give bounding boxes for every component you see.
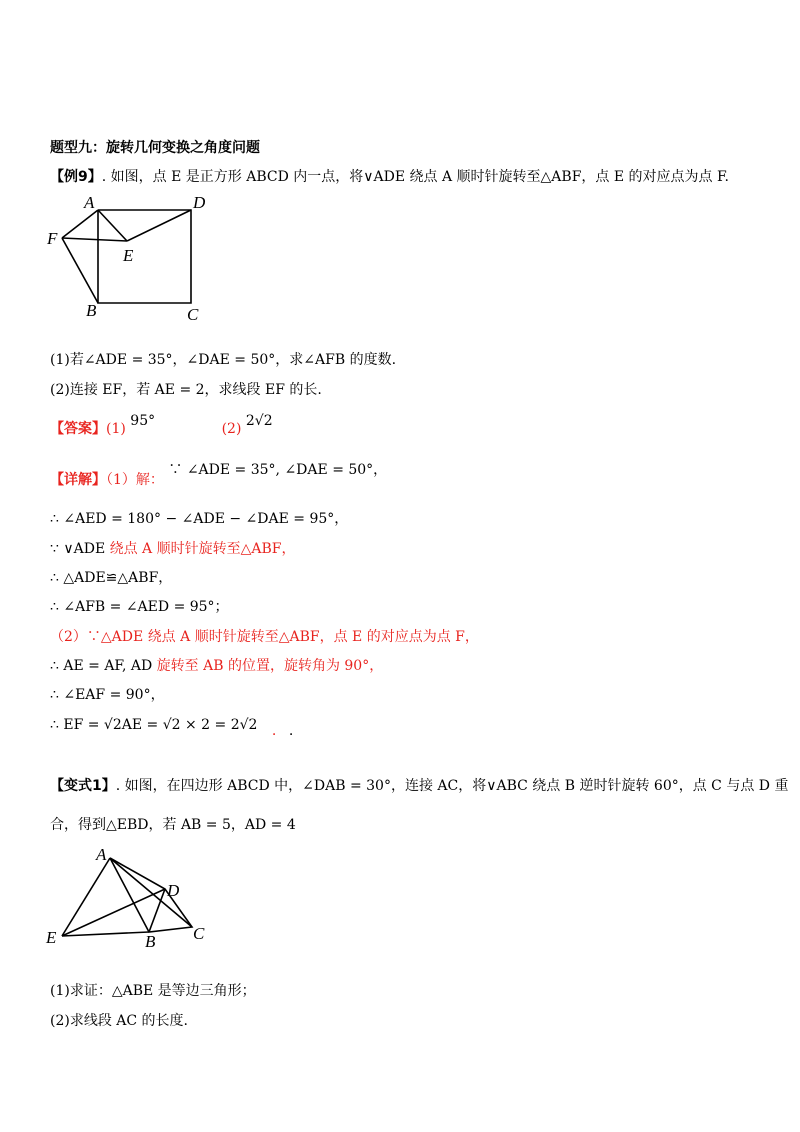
variant1-statement-line2: 合，得到△EBD，若 AB = 5，AD = 4 <box>50 817 296 833</box>
example9-q2: (2)连接 EF，若 AE = 2，求线段 EF 的长. <box>50 382 322 398</box>
label-d: D <box>193 193 206 212</box>
solution-line9-dot2: . <box>288 723 294 739</box>
solution-line6 <box>50 628 479 646</box>
solution-line8: ∴ ∠EAF = 90°， <box>50 687 165 703</box>
variant1-statement-line1 <box>50 777 788 795</box>
label-b: B <box>86 301 97 320</box>
solution-line3 <box>50 540 296 558</box>
solution-line3-text: 绕点 A 顺时针旋转至△ABF， <box>109 541 296 557</box>
answer-line <box>50 413 273 438</box>
segment-ac <box>110 858 192 927</box>
example9-tag: 【例9】 <box>50 169 102 185</box>
segment-af <box>62 210 98 238</box>
answer-tag: 【答案】 <box>50 421 106 437</box>
solution-line4: ∴ △ADE≌△ABF， <box>50 570 173 586</box>
solution-line2: ∴ ∠AED = 180° − ∠ADE − ∠DAE = 95°， <box>50 511 349 527</box>
segment-eb <box>62 932 149 936</box>
solution-line5: ∴ ∠AFB = ∠AED = 95°； <box>50 599 229 615</box>
variant1-tag: 【变式1】 <box>50 778 116 794</box>
solution-line7-text: 旋转至 AB 的位置，旋转角为 90°， <box>156 658 384 674</box>
segment-fb <box>62 238 98 303</box>
solution-line7 <box>50 657 383 675</box>
label-a: A <box>96 845 107 864</box>
example9-text: . 如图，点 E 是正方形 ABCD 内一点，将∨ADE 绕点 A 顺时针旋转至△ABF，点 E 的对应点为点 F. <box>101 169 729 185</box>
solution-given: ∵ ∠ADE = 35°, ∠DAE = 50°， <box>168 462 388 478</box>
example9-statement <box>50 168 729 186</box>
example9-q1: (1)若∠ADE = 35°，∠DAE = 50°，求∠AFB 的度数. <box>50 352 397 368</box>
label-a: A <box>84 193 95 212</box>
solution-line1 <box>50 462 388 489</box>
answer-part2-value: 2√2 <box>245 413 273 429</box>
solution-line6-math: （2）∵△ADE <box>50 629 148 645</box>
solution-part1-intro: （1）解： <box>106 472 164 488</box>
solution-line7-math: ∴ AE = AF, AD <box>50 658 157 674</box>
example9-figure <box>40 188 220 328</box>
solution-line3-math: ∵ ∨ADE <box>50 541 110 557</box>
label-d: D <box>167 881 180 900</box>
label-c: C <box>187 305 199 324</box>
label-e: E <box>123 246 134 265</box>
solution-line9-dot1: . <box>271 723 277 739</box>
variant1-text1: . 如图，在四边形 ABCD 中，∠DAB = 30°，连接 AC，将∨ABC 绕点 B 逆时针旋转 60°，点 C 与点 D 重 <box>115 778 789 794</box>
segment-ed <box>127 210 191 241</box>
section-title: 题型九：旋转几何变换之角度问题 <box>50 140 260 156</box>
label-e: E <box>46 928 57 947</box>
segment-ae <box>98 210 127 241</box>
answer-part1-label: (1) <box>106 421 126 437</box>
solution-line9-math: ∴ EF = √2AE = √2 × 2 = 2√2 <box>50 717 258 733</box>
label-f: F <box>47 229 58 248</box>
solution-line9 <box>50 716 294 739</box>
label-c: C <box>193 924 205 943</box>
solution-line6-text: 绕点 A 顺时针旋转至△ABF，点 E 的对应点为点 F， <box>147 629 479 645</box>
variant1-q1: (1)求证：△ABE 是等边三角形； <box>50 983 256 999</box>
variant1-q2: (2)求线段 AC 的长度. <box>50 1013 189 1029</box>
answer-part2-label: (2) <box>221 421 242 437</box>
variant1-figure <box>40 842 220 952</box>
solution-tag: 【详解】 <box>50 472 106 488</box>
segment-fe <box>62 238 127 241</box>
answer-part1-value: 95° <box>130 413 156 429</box>
label-b: B <box>145 932 156 951</box>
